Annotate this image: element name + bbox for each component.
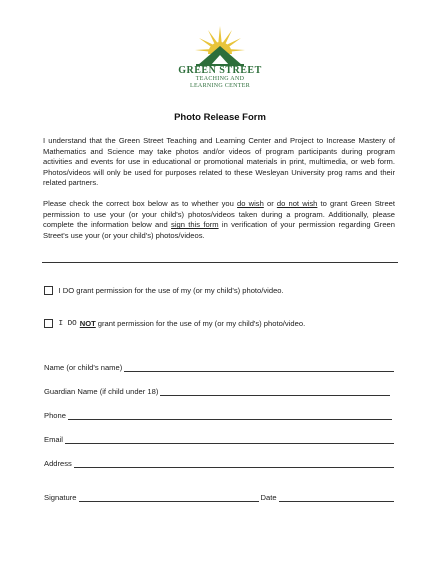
phone-label: Phone: [44, 411, 66, 420]
name-field[interactable]: [44, 362, 394, 372]
org-subtitle-line: LEARNING CENTER: [190, 83, 250, 89]
signature-label: Signature: [44, 493, 77, 502]
org-subtitle-line: TEACHING AND: [195, 76, 245, 82]
do-wish-text: do wish: [237, 199, 264, 208]
grant-label: I DO grant permission for the use of my (or my child's) photo/video.: [58, 286, 284, 295]
instructions-text: Please check the correct box below as to whether you: [43, 199, 238, 208]
guardian-field[interactable]: [44, 386, 390, 396]
sunburst-logo-icon: [194, 24, 246, 66]
guardian-label: Guardian Name (if child under 18): [44, 387, 159, 396]
divider: [42, 262, 398, 263]
instructions-text: in verification of your permission regarding Green Street's use your (or your child's) photos/videos.: [43, 220, 395, 240]
org-name: GREEN STREET: [178, 65, 262, 76]
logo: [176, 24, 264, 66]
instructions-text: to grant Green Street permission to use your (or your child's) photos/videos taken during a program. Additionally, please complete the information below and: [43, 199, 395, 230]
email-label: Email: [44, 435, 63, 444]
do-not-wish-text: do not wish: [276, 199, 318, 208]
date-input-line[interactable]: [279, 494, 394, 502]
email-input-line[interactable]: [65, 436, 394, 444]
org-subtitle: [150, 76, 290, 90]
name-input-line[interactable]: [124, 364, 394, 372]
deny-label: grant permission for the use of my (or my child's) photo/video.: [97, 319, 306, 328]
deny-label-prefix: I DO: [58, 319, 77, 328]
address-input-line[interactable]: [74, 460, 394, 468]
deny-checkbox[interactable]: [44, 319, 53, 328]
instructions-paragraph: [43, 199, 395, 241]
sign-this-form-text: sign this form: [171, 220, 219, 230]
guardian-input-line[interactable]: [160, 388, 390, 396]
deny-label-not: NOT: [79, 319, 96, 328]
signature-input-line[interactable]: [79, 494, 259, 502]
date-label: Date: [260, 493, 277, 502]
phone-field[interactable]: [44, 410, 392, 420]
deny-permission-option[interactable]: [44, 319, 305, 328]
form-title: Photo Release Form: [174, 112, 266, 123]
grant-checkbox[interactable]: [44, 286, 53, 295]
address-field[interactable]: [44, 458, 394, 468]
signature-row: [44, 492, 394, 502]
email-field[interactable]: [44, 434, 394, 444]
name-label: Name (or child's name): [44, 363, 123, 372]
instructions-text: or: [263, 199, 277, 208]
intro-paragraph: I understand that the Green Street Teaching and Learning Center and Project to Increase Mastery of Mathematics and Science may take photos and/or videos of program participants during program activities and events for use in educational or promotional materials in print, multimedia, or web form. Photos/videos will only be used for purposes related to these Wesleyan University prog rams and their related partners.: [43, 136, 395, 188]
address-label: Address: [44, 459, 72, 468]
grant-permission-option[interactable]: [44, 286, 284, 295]
phone-input-line[interactable]: [68, 412, 392, 420]
